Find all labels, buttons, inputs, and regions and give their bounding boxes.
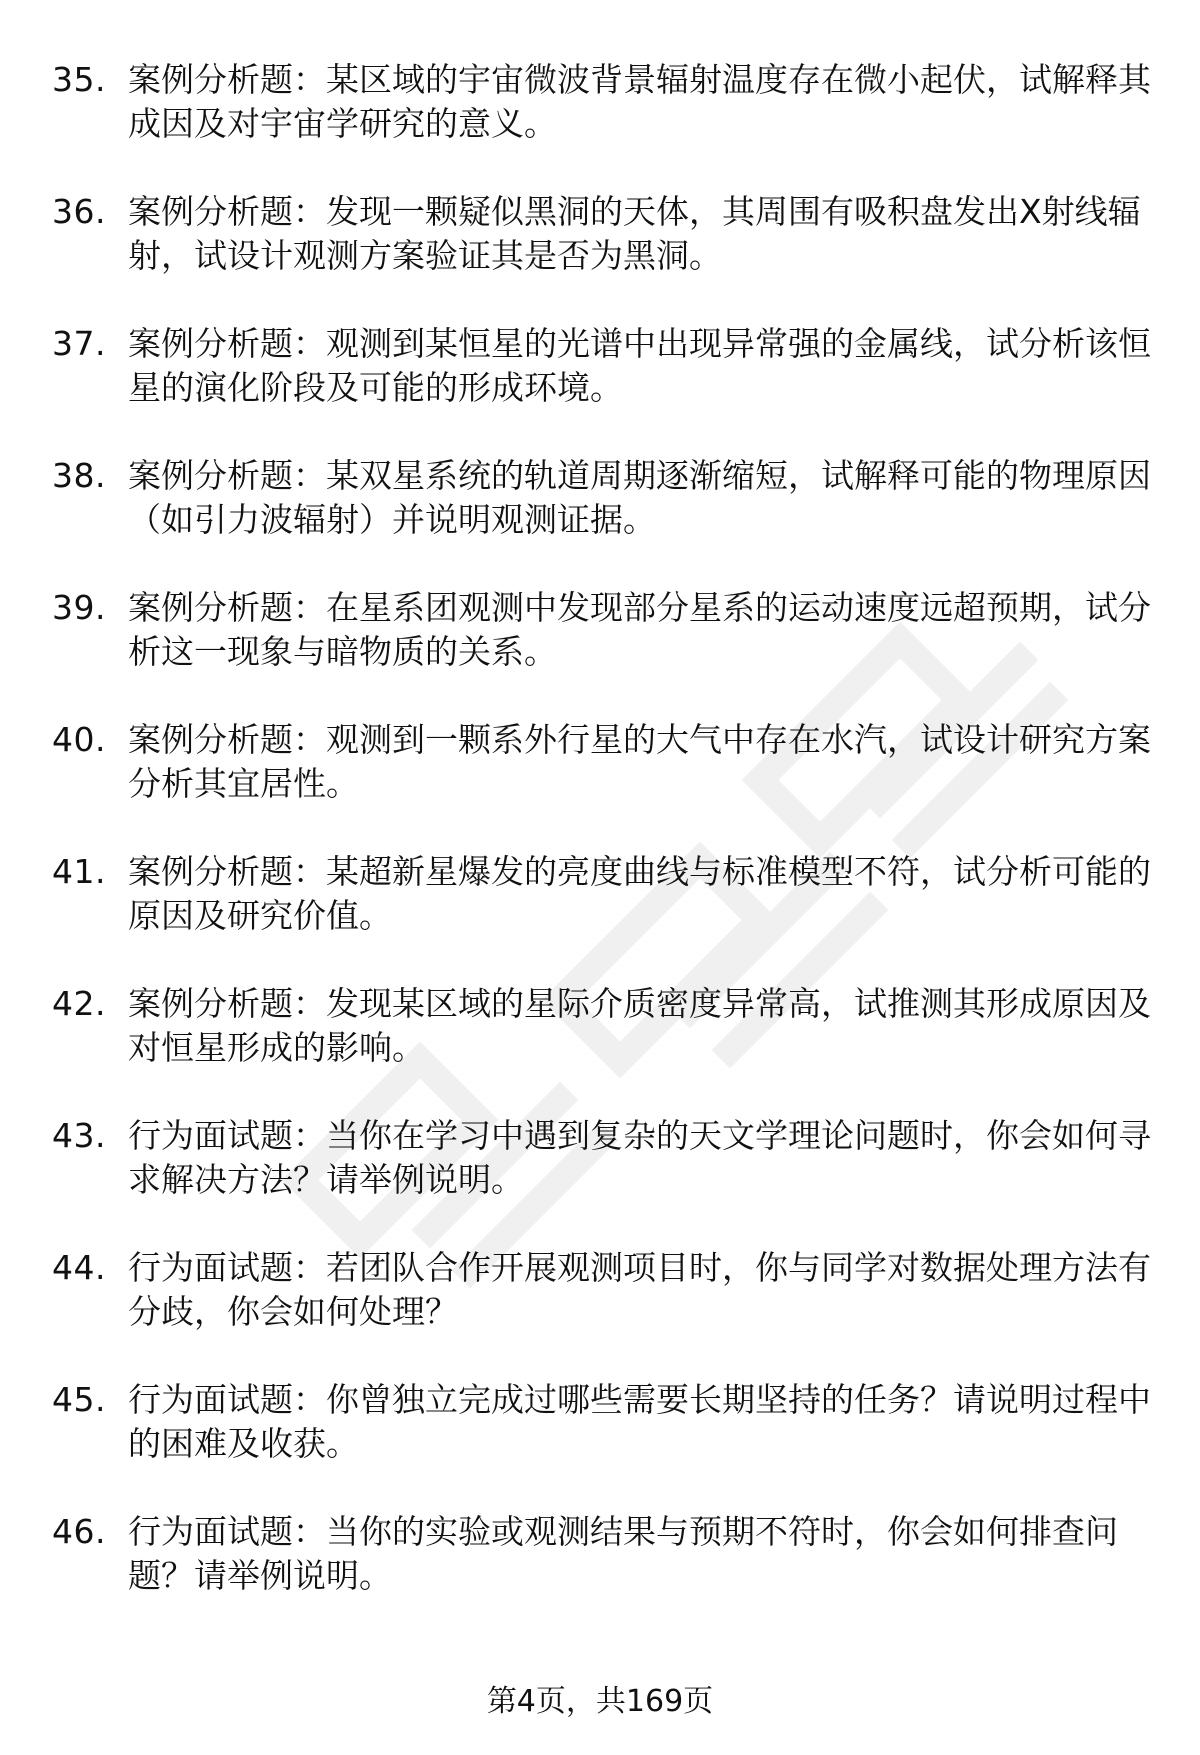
question-text: 行为面试题：当你在学习中遇到复杂的天文学理论问题时，你会如何寻求解决方法？请举例说明。 [128,1116,1151,1199]
question-list [52,58,1152,1642]
question-text: 案例分析题：某双星系统的轨道周期逐渐缩短，试解释可能的物理原因（如引力波辐射）并说明观测证据。 [128,456,1151,539]
question-number: 38. [52,456,106,495]
question-number: 44. [52,1248,106,1287]
question-number: 40. [52,720,106,759]
question-item [52,1510,1152,1642]
question-item [52,718,1152,850]
question-text: 案例分析题：某超新星爆发的亮度曲线与标准模型不符，试分析可能的原因及研究价值。 [128,852,1151,935]
question-text: 案例分析题：发现一颗疑似黑洞的天体，其周围有吸积盘发出X射线辐射，试设计观测方案验证其是否为黑洞。 [128,192,1141,275]
question-item [52,322,1152,454]
question-text: 行为面试题：你曾独立完成过哪些需要长期坚持的任务？请说明过程中的困难及收获。 [128,1380,1151,1463]
question-number: 39. [52,588,106,627]
question-item [52,850,1152,982]
question-number: 42. [52,984,106,1023]
question-number: 35. [52,60,106,99]
question-item [52,1378,1152,1510]
question-item [52,454,1152,586]
question-item [52,982,1152,1114]
question-number: 41. [52,852,106,891]
question-text: 行为面试题：当你的实验或观测结果与预期不符时，你会如何排查问题？请举例说明。 [128,1512,1118,1595]
question-text: 案例分析题：观测到某恒星的光谱中出现异常强的金属线，试分析该恒星的演化阶段及可能的形成环境。 [128,324,1151,407]
question-item [52,190,1152,322]
question-number: 36. [52,192,106,231]
question-text: 案例分析题：某区域的宇宙微波背景辐射温度存在微小起伏，试解释其成因及对宇宙学研究的意义。 [128,60,1151,143]
question-text: 案例分析题：发现某区域的星际介质密度异常高，试推测其形成原因及对恒星形成的影响。 [128,984,1151,1067]
page-indicator: 第4页，共169页 [486,1684,714,1719]
question-item [52,1114,1152,1246]
question-number: 45. [52,1380,106,1419]
question-text: 案例分析题：在星系团观测中发现部分星系的运动速度远超预期，试分析这一现象与暗物质的关系。 [128,588,1151,671]
question-text: 行为面试题：若团队合作开展观测项目时，你与同学对数据处理方法有分歧，你会如何处理？ [128,1248,1151,1331]
question-item [52,58,1152,190]
question-item [52,1246,1152,1378]
question-number: 46. [52,1512,106,1551]
question-number: 43. [52,1116,106,1155]
question-item [52,586,1152,718]
question-text: 案例分析题：观测到一颗系外行星的大气中存在水汽，试设计研究方案分析其宜居性。 [128,720,1151,803]
question-number: 37. [52,324,106,363]
